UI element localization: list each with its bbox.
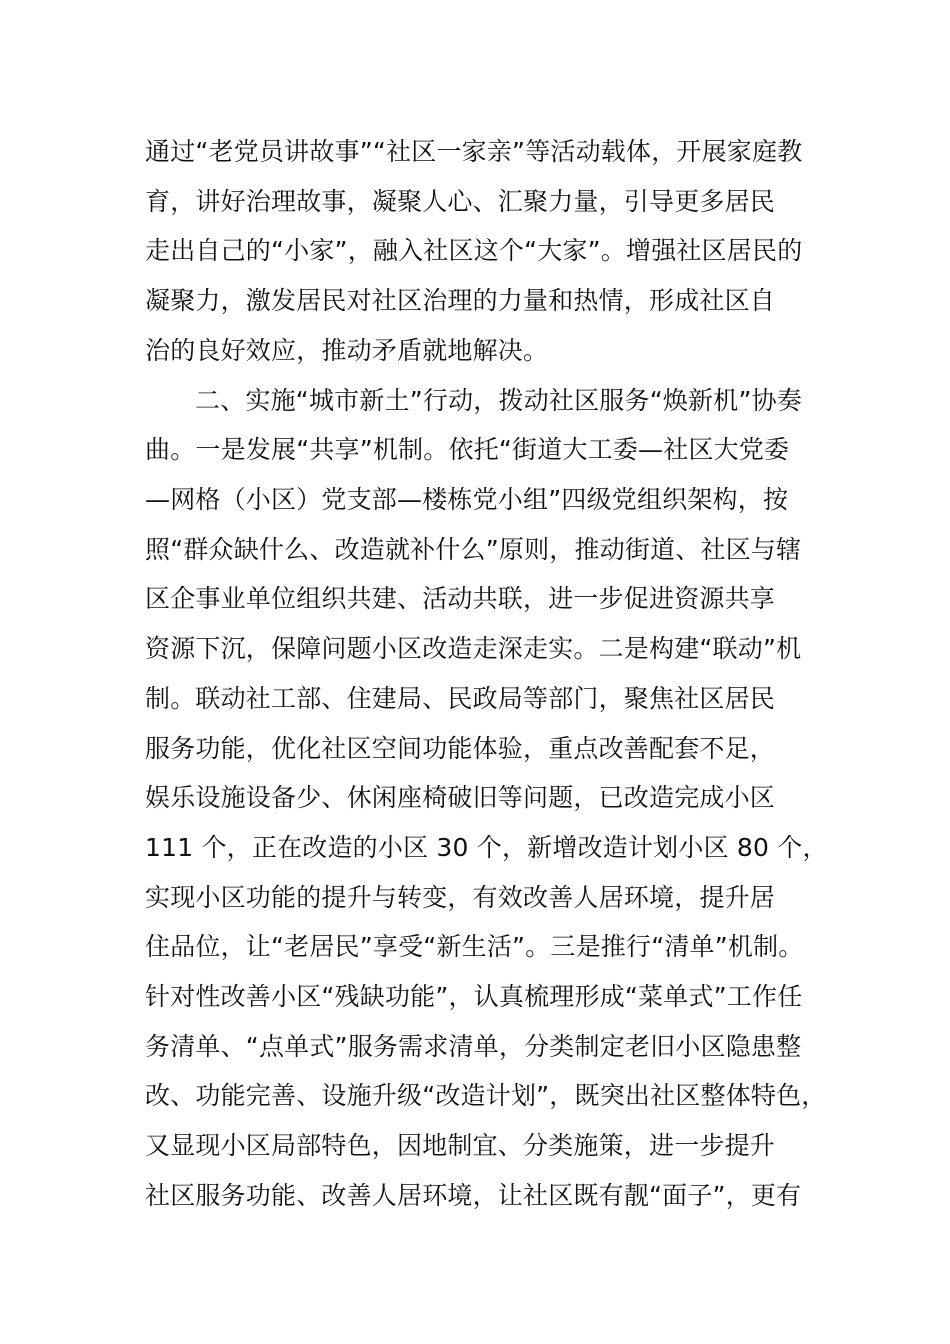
text-line: 111 个，正在改造的小区 30 个，新增改造计划小区 80 个， <box>145 833 828 862</box>
text-line: 实现小区功能的提升与转变，有效改善人居环境，提升居 <box>145 883 776 912</box>
text-line: —网格（小区）党支部—楼栋党小组”四级党组织架构，按 <box>145 485 789 514</box>
text-line: 通过“老党员讲故事”“社区一家亲”等活动载体，开展家庭教 <box>145 137 803 166</box>
text-line: 针对性改善小区“残缺功能”，认真梳理形成“菜单式”工作任 <box>145 982 803 1011</box>
text-line: 娱乐设施设备少、休闲座椅破旧等问题，已改造完成小区 <box>145 783 776 812</box>
text-line: 改、功能完善、设施升级“改造计划”，既突出社区整体特色， <box>145 1081 827 1110</box>
text-line: 照“群众缺什么、改造就补什么”原则，推动街道、社区与辖 <box>145 535 802 564</box>
text-line: 曲。一是发展“共享”机制。依托“街道大工委—社区大党委 <box>145 435 790 464</box>
text-line: 又显现小区局部特色，因地制宜、分类施策，进一步提升 <box>145 1131 776 1160</box>
text-line: 服务功能，优化社区空间功能体验，重点改善配套不足， <box>145 734 776 763</box>
text-line: 住品位，让“老居民”享受“新生活”。三是推行“清单”机制。 <box>145 932 804 961</box>
text-line: 社区服务功能、改善人居环境，让社区既有靓“面子”，更有 <box>145 1181 802 1210</box>
text-line: 区企事业单位组织共建、活动共联，进一步促进资源共享 <box>145 584 776 613</box>
text-line: 制。联动社工部、住建局、民政局等部门，聚焦社区居民 <box>145 684 776 713</box>
text-line: 务清单、“点单式”服务需求清单，分类制定老旧小区隐患整 <box>145 1032 802 1061</box>
text-line: 资源下沉，保障问题小区改造走深走实。二是构建“联动”机 <box>145 634 802 663</box>
text-line: 治的良好效应，推动矛盾就地解决。 <box>145 336 549 365</box>
text-line: 走出自己的“小家”，融入社区这个“大家”。增强社区居民的 <box>145 236 803 265</box>
text-line: 育，讲好治理故事，凝聚人心、汇聚力量，引导更多居民 <box>145 187 776 216</box>
section-heading-line: 二、实施“城市新土”行动，拨动社区服务“焕新机”协奏 <box>195 386 803 415</box>
text-line: 凝聚力，激发居民对社区治理的力量和热情，形成社区自 <box>145 286 776 315</box>
